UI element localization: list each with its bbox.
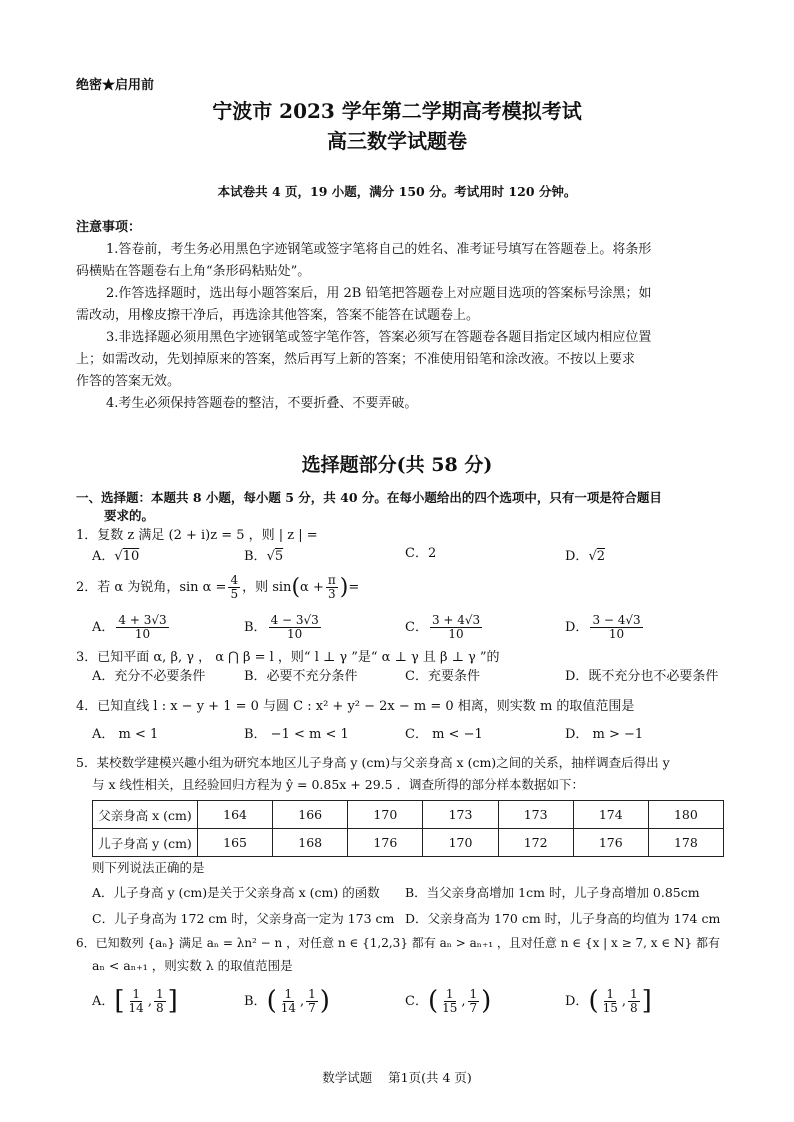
q4-option-d: D． m > −1 [565, 727, 644, 742]
confidential-label: 绝密★启用前 [76, 78, 155, 93]
table-row-header: 父亲身高 x (cm) [93, 801, 198, 829]
table-cell: 165 [198, 829, 273, 857]
sample-data-table [92, 800, 724, 857]
table-cell: 174 [573, 801, 648, 829]
q1-option-c: C．2 [405, 546, 437, 561]
table-cell: 173 [423, 801, 498, 829]
q5-option-c: C．儿子身高为 172 cm 时，父亲身高一定为 173 cm [92, 911, 395, 926]
q3-option-c: C．充要条件 [405, 669, 480, 684]
table-cell: 170 [423, 829, 498, 857]
question-6-stem: aₙ < aₙ₊₁ ，则实数 λ 的取值范围是 [92, 958, 293, 973]
question-6-stem: 6．已知数列 {aₙ} 满足 aₙ = λn² − n ，对任意 n ∈ {1,2,3} 都有 aₙ > aₙ₊₁ ，且对任意 n ∈ {x | x ≥ 7, x ∈ N} 都有 [76, 936, 720, 950]
table-cell: 164 [198, 801, 273, 829]
q4-option-b: B． −1 < m < 1 [244, 727, 349, 742]
exam-info: 本试卷共 4 页，19 小题，满分 150 分。考试用时 120 分钟。 [217, 184, 577, 199]
table-cell: 176 [573, 829, 648, 857]
question-2-stem: 2．若 α 为锐角，sin α = $\frac{4}{5}$ ，则 sin ( α + $\frac{\pi}{3}$ ) = [76, 572, 360, 601]
q1-option-d: D．√2 [565, 549, 606, 564]
q5-option-a: A．儿子身高 y (cm)是关于父亲身高 x (cm) 的函数 [92, 885, 380, 900]
q5-option-d: D．父亲身高为 170 cm 时，儿子身高的均值为 174 cm [405, 911, 721, 926]
question-5-stem: 5．某校数学建模兴趣小组为研究本地区儿子身高 y (cm)与父亲身高 x (cm)之间的关系，抽样调查后得出 y [76, 755, 670, 770]
q4-option-c: C． m < −1 [405, 727, 483, 742]
exam-subtitle: 高三数学试题卷 [327, 129, 467, 153]
q2-option-b: B． $\frac{4 - 3√3}{10}$ [244, 612, 319, 641]
q1-option-a: A．√10 [92, 549, 140, 564]
table-cell: 170 [348, 801, 423, 829]
exam-title: 宁波市 2023 学年第二学期高考模拟考试 [212, 99, 582, 123]
notice-heading: 注意事项： [76, 220, 142, 235]
q2-option-c: C． $\frac{3 + 4√3}{10}$ [405, 612, 481, 641]
table-cell: 180 [648, 801, 723, 829]
q3-option-d: D．既不充分也不必要条件 [565, 669, 719, 684]
q6-option-b: B． ( $\frac{1}{14}$ , $\frac{1}{7}$ ) [244, 985, 330, 1016]
page-footer: 数学试题 第1页(共 4 页) [322, 1070, 472, 1085]
notice-line: 上；如需改动，先划掉原来的答案，然后再写上新的答案；不准使用铅笔和涂改液。不按以上要求 [76, 352, 636, 367]
question-5-stem: 与 x 线性相关，且经验回归方程为 ŷ = 0.85x + 29.5 ．调查所得的部分样本数据如下： [92, 777, 585, 792]
q3-option-a: A．充分不必要条件 [92, 669, 206, 684]
table-cell: 173 [498, 801, 573, 829]
table-cell: 178 [648, 829, 723, 857]
notice-line: 作答的答案无效。 [76, 374, 181, 389]
q4-option-a: A． m < 1 [92, 727, 159, 742]
table-cell: 172 [498, 829, 573, 857]
notice-line: 码横贴在答题卷右上角“条形码粘贴处”。 [76, 264, 311, 279]
notice-line: 1.答卷前，考生务必用黑色字迹钢笔或签字笔将自己的姓名、准考证号填写在答题卷上。将条形 [106, 242, 652, 257]
q6-option-a: A． [ $\frac{1}{14}$ , $\frac{1}{8}$ ] [92, 985, 178, 1016]
table-row [93, 801, 724, 829]
question-3-stem: 3．已知平面 α, β, γ ， α ⋂ β = l ，则“ l ⊥ γ ”是“ α ⊥ γ 且 β ⊥ γ ”的 [76, 650, 500, 665]
section-instruction: 一、选择题：本题共 8 小题，每小题 5 分，共 40 分。在每小题给出的四个选项中，只有一项是符合题目 [76, 490, 662, 505]
q2-option-a: A． $\frac{4 + 3√3}{10}$ [92, 612, 167, 641]
notice-line: 4.考生必须保持答题卷的整洁，不要折叠、不要弄破。 [106, 396, 418, 411]
q3-option-b: B．必要不充分条件 [244, 669, 358, 684]
table-cell: 166 [273, 801, 348, 829]
notice-line: 需改动，用橡皮擦干净后，再选涂其他答案，答案不能答在试题卷上。 [76, 308, 480, 323]
question-1-stem: 1．复数 z 满足 (2 + i)z = 5 ，则 | z | = [76, 528, 318, 543]
q6-option-c: C． ( $\frac{1}{15}$ , $\frac{1}{7}$ ) [405, 985, 492, 1016]
question-4-stem: 4．已知直线 l : x − y + 1 = 0 与圆 C : x² + y² − 2x − m = 0 相离，则实数 m 的取值范围是 [76, 699, 635, 714]
table-cell: 176 [348, 829, 423, 857]
notice-line: 3.非选择题必须用黑色字迹钢笔或签字笔作答，答案必须写在答题卷各题目指定区域内相应位置 [106, 330, 652, 345]
question-5-prompt: 则下列说法正确的是 [92, 860, 205, 875]
section-title: 选择题部分(共 58 分) [301, 454, 493, 476]
table-row-header: 儿子身高 y (cm) [93, 829, 198, 857]
q5-option-b: B．当父亲身高增加 1cm 时，儿子身高增加 0.85cm [405, 885, 700, 900]
q6-option-d: D． ( $\frac{1}{15}$ , $\frac{1}{8}$ ] [565, 985, 652, 1016]
table-row [93, 829, 724, 857]
section-instruction: 要求的。 [104, 508, 155, 523]
table-cell: 168 [273, 829, 348, 857]
q1-option-b: B．√5 [244, 549, 284, 564]
notice-line: 2.作答选择题时，选出每小题答案后，用 2B 铅笔把答题卷上对应题目选项的答案标号涂黑；如 [106, 286, 652, 301]
q2-option-d: D． $\frac{3 - 4√3}{10}$ [565, 612, 641, 641]
